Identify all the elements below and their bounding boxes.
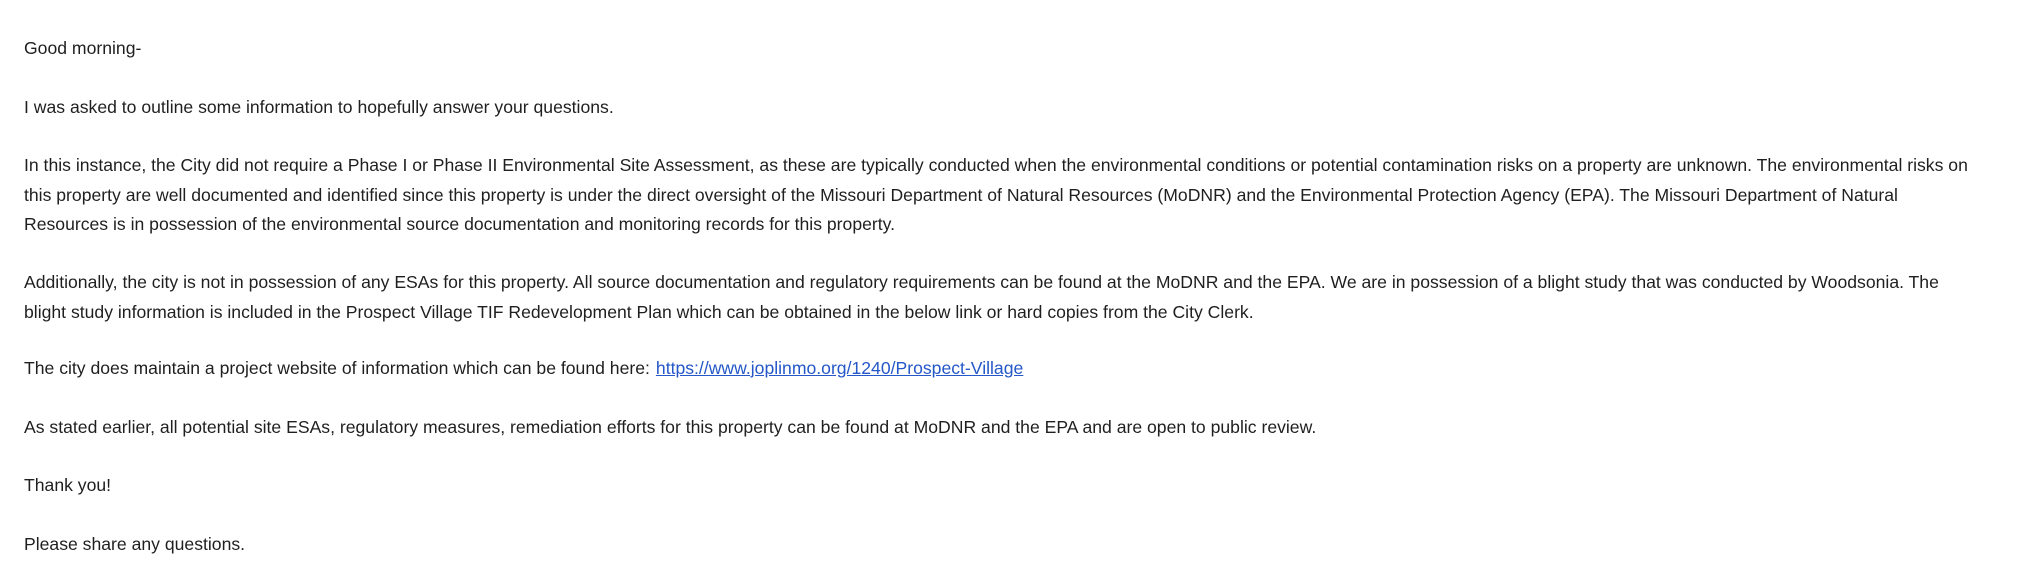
closing: Please share any questions. [24,534,246,554]
assessment-paragraph [24,151,2014,240]
assessment-line-3: Resources is in possession of the environmental source documentation and monitoring records for this property. [24,214,896,234]
public-review-paragraph: As stated earlier, all potential site ESAs, regulatory measures, remediation efforts for this property can be found at MoDNR and the EPA and are open to public review. [24,417,1317,437]
esa-paragraph [24,268,2014,327]
esa-line-1: Additionally, the city is not in possession of any ESAs for this property. All source documentation and regulatory requirements can be found at the MoDNR and the EPA. We are in possession of a blight study that was conducted by Woodsonia. The [24,272,1939,292]
website-paragraph [24,354,2014,384]
website-text: The city does maintain a project website of information which can be found here: [24,358,650,378]
project-website-link[interactable]: https://www.joplinmo.org/1240/Prospect-Village [655,358,1024,378]
greeting: Good morning- [24,38,142,58]
assessment-line-1: In this instance, the City did not require a Phase I or Phase II Environmental Site Assessment, as these are typically conducted when the environmental conditions or potential contamination risks on a property are unknown. The environmental risks on [24,155,1968,175]
esa-line-2: blight study information is included in the Prospect Village TIF Redevelopment Plan which can be obtained in the below link or hard copies from the City Clerk. [24,301,1254,322]
intro-paragraph: I was asked to outline some information to hopefully answer your questions. [24,97,614,117]
assessment-line-2: this property are well documented and identified since this property is under the direct oversight of the Missouri Department of Natural Resources (MoDNR) and the Environmental Protection Agency (EPA). The Missouri Department of Natural [24,184,1898,205]
thanks: Thank you! [24,475,112,495]
